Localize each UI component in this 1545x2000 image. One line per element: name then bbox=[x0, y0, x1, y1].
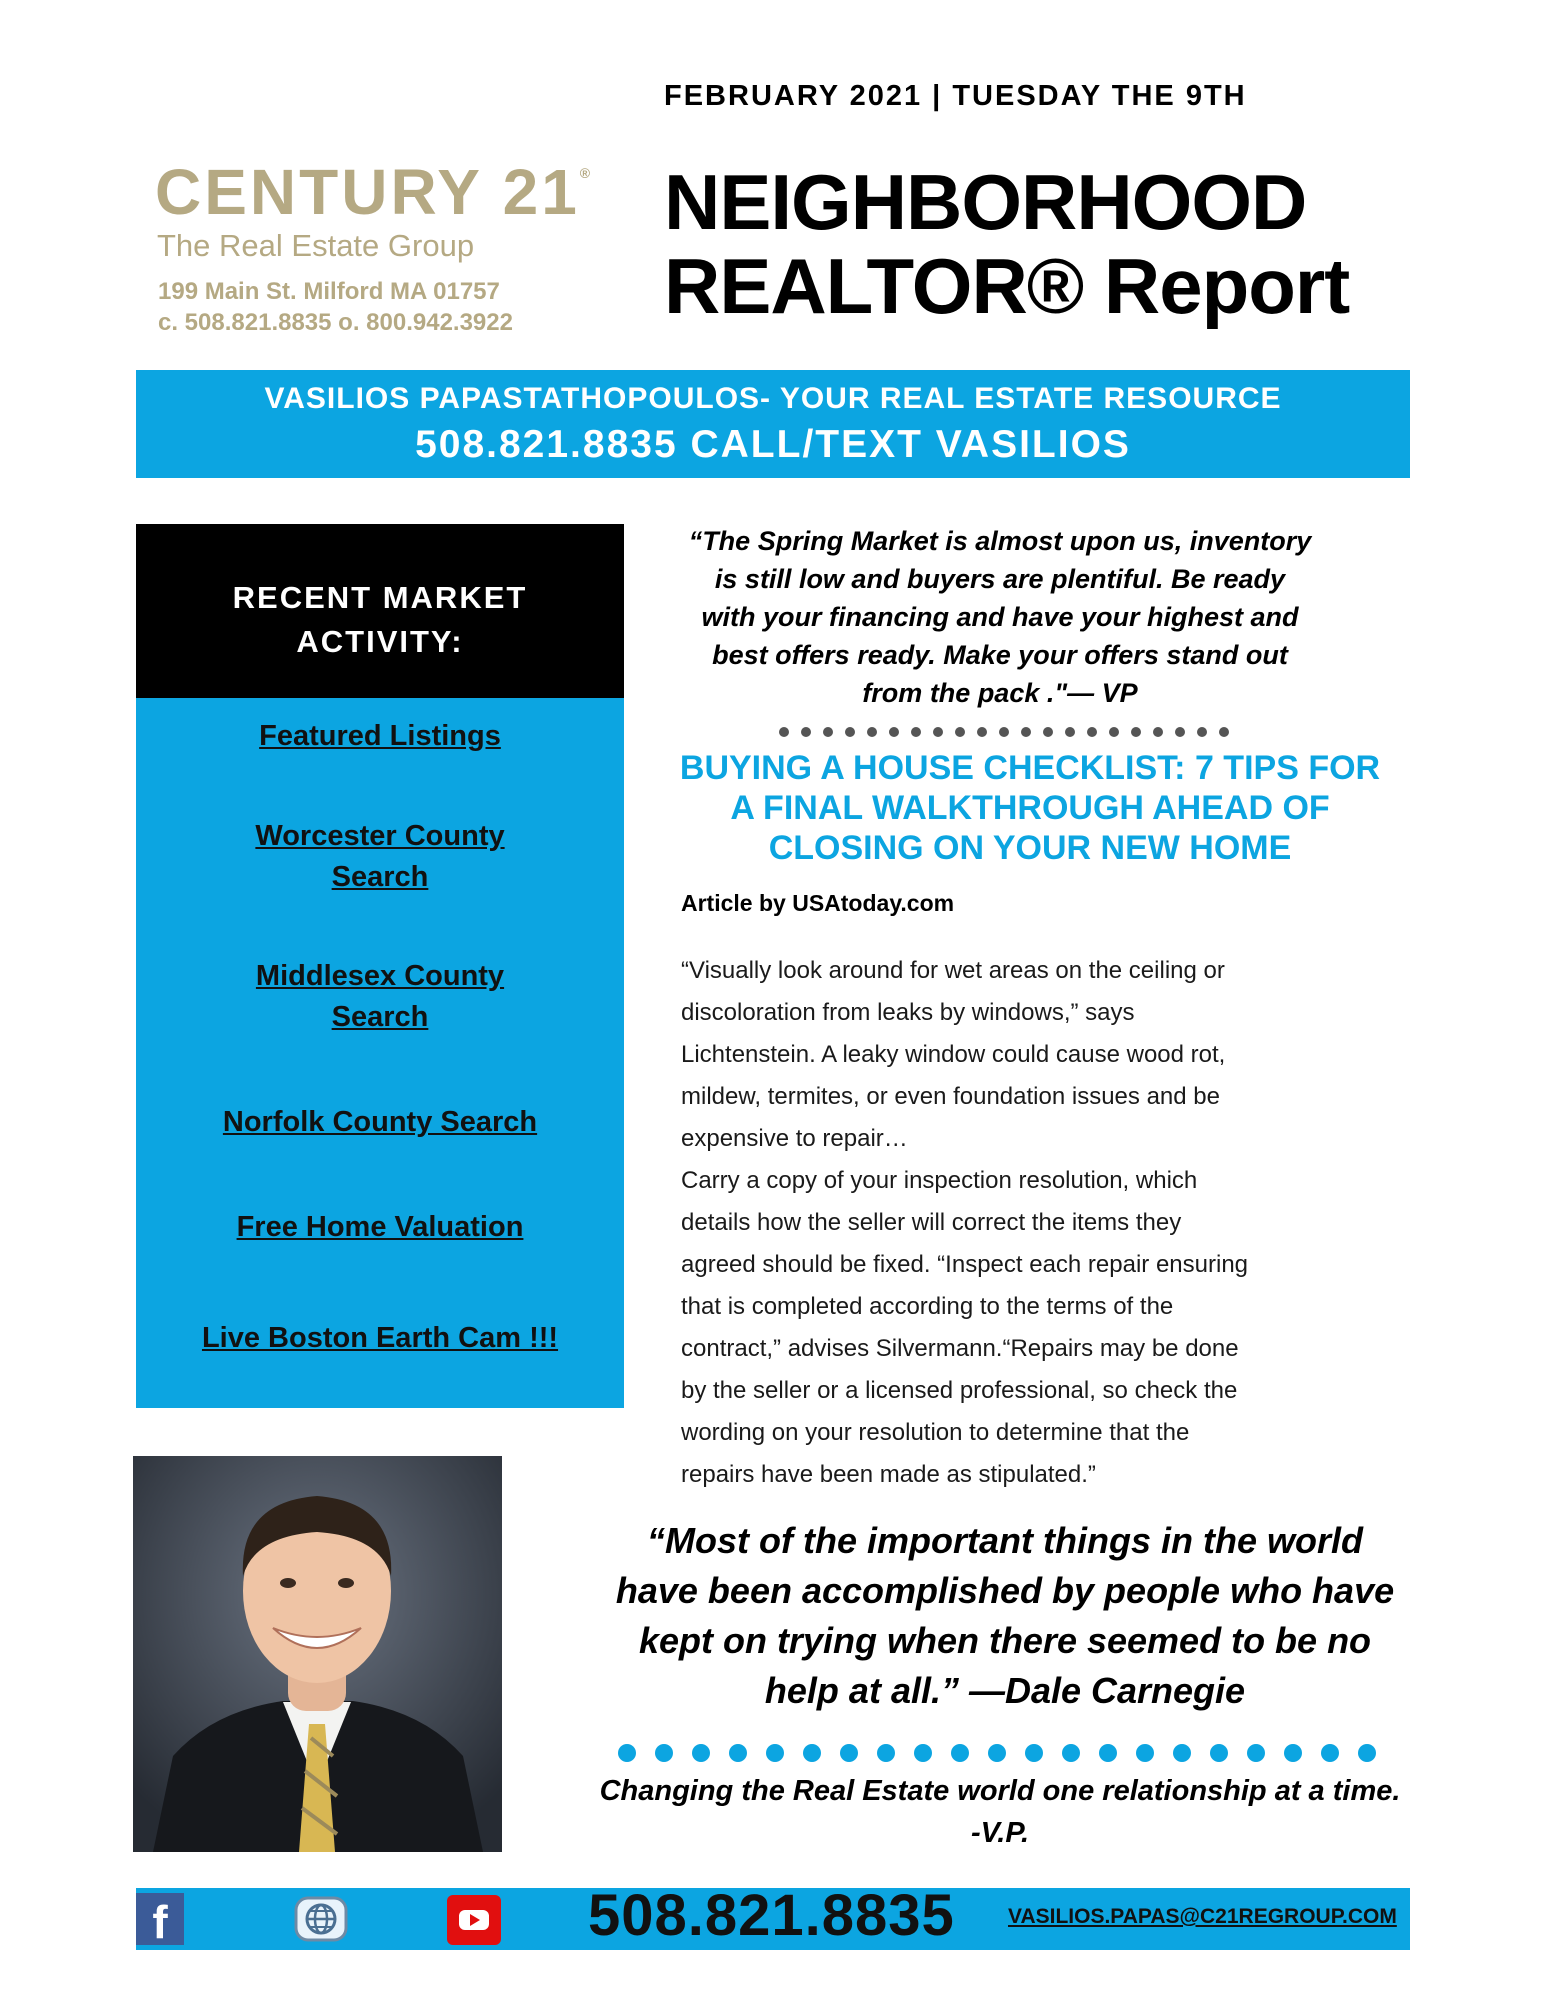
link-text: Worcester County bbox=[255, 820, 505, 852]
quote-line: with your financing and have your highest and bbox=[701, 602, 1299, 632]
title-line: CLOSING ON YOUR NEW HOME bbox=[768, 829, 1292, 867]
newsletter-headline bbox=[664, 160, 1349, 328]
market-activity-links bbox=[136, 698, 624, 1408]
body-line: repairs have been made as stipulated.” bbox=[681, 1461, 1096, 1488]
link-text: Free Home Valuation bbox=[236, 1211, 524, 1243]
heading-line-2: ACTIVITY: bbox=[296, 624, 464, 659]
title-line: BUYING A HOUSE CHECKLIST: 7 TIPS FOR bbox=[679, 749, 1381, 787]
quote-line: “Most of the important things in the world bbox=[647, 1520, 1363, 1561]
logo-brand: CENTURY 21 bbox=[155, 156, 580, 228]
article-body bbox=[681, 950, 1401, 1496]
featured-listings-link[interactable] bbox=[136, 716, 624, 757]
youtube-play-icon bbox=[447, 1895, 501, 1945]
live-boston-earth-cam-link[interactable] bbox=[136, 1318, 624, 1359]
website-icon[interactable] bbox=[294, 1896, 348, 1942]
quote-line: kept on trying when there seemed to be no bbox=[638, 1620, 1372, 1661]
quote-line: best offers ready. Make your offers stand out bbox=[712, 640, 1288, 670]
quote-line: help at all.” —Dale Carnegie bbox=[764, 1670, 1246, 1711]
link-text: Search bbox=[331, 861, 429, 893]
middlesex-county-search-link[interactable] bbox=[136, 956, 624, 1038]
market-activity-heading bbox=[136, 524, 624, 698]
tagline-signature: -V.P. bbox=[970, 1817, 1030, 1849]
office-phones: c. 508.821.8835 o. 800.942.3922 bbox=[158, 309, 513, 336]
quote-line: from the pack ."— VP bbox=[862, 678, 1138, 708]
newsletter-date: FEBRUARY 2021 | TUESDAY THE 9TH bbox=[664, 80, 1247, 112]
dot-divider-large bbox=[617, 1741, 1387, 1765]
link-text: Featured Listings bbox=[259, 720, 501, 752]
title-line: A FINAL WALKTHROUGH AHEAD OF bbox=[730, 789, 1330, 827]
footer-phone: 508.821.8835 bbox=[588, 1883, 955, 1948]
carnegie-quote bbox=[600, 1516, 1410, 1716]
body-line: mildew, termites, or even foundation issues and be bbox=[681, 1083, 1220, 1110]
agent-photo bbox=[133, 1456, 502, 1852]
link-text: Live Boston Earth Cam !!! bbox=[201, 1322, 559, 1354]
office-contact bbox=[158, 276, 513, 338]
banner-agent-name: VASILIOS PAPASTATHOPOULOS- YOUR REAL ESTATE RESOURCE bbox=[264, 382, 1282, 415]
youtube-icon[interactable] bbox=[447, 1895, 501, 1945]
body-line: contract,” advises Silvermann.“Repairs may be done bbox=[681, 1335, 1239, 1362]
market-quote bbox=[660, 522, 1340, 712]
tagline bbox=[560, 1770, 1440, 1854]
agent-banner bbox=[136, 370, 1410, 478]
heading-line-1: RECENT MARKET bbox=[232, 580, 528, 615]
body-line: Lichtenstein. A leaky window could cause wood rot, bbox=[681, 1041, 1226, 1068]
body-line: that is completed according to the terms of the bbox=[681, 1293, 1174, 1320]
worcester-county-search-link[interactable] bbox=[136, 816, 624, 898]
headline-line-2: REALTOR® Report bbox=[664, 242, 1350, 330]
body-line: wording on your resolution to determine that the bbox=[681, 1419, 1190, 1446]
body-line: discoloration from leaks by windows,” says bbox=[681, 999, 1135, 1026]
body-line: agreed should be fixed. “Inspect each repair ensuring bbox=[681, 1251, 1249, 1278]
headline-line-1: NEIGHBORHOOD bbox=[664, 158, 1307, 246]
body-line: expensive to repair… bbox=[681, 1125, 908, 1152]
banner-phone: 508.821.8835 CALL/TEXT VASILIOS bbox=[415, 423, 1131, 466]
free-home-valuation-link[interactable] bbox=[136, 1207, 624, 1248]
article-title bbox=[660, 748, 1400, 868]
quote-line: is still low and buyers are plentiful. Be ready bbox=[714, 564, 1286, 594]
body-line: Carry a copy of your inspection resolution, which bbox=[681, 1167, 1198, 1194]
tagline-text: Changing the Real Estate world one relationship at a time. bbox=[599, 1775, 1401, 1807]
link-text: Middlesex County bbox=[255, 960, 505, 992]
agent-portrait-illustration bbox=[133, 1456, 502, 1852]
link-text: Norfolk County Search bbox=[222, 1106, 538, 1138]
footer-email-link[interactable]: VASILIOS.PAPAS@C21REGROUP.COM bbox=[1008, 1905, 1397, 1928]
quote-line: have been accomplished by people who have bbox=[615, 1570, 1395, 1611]
facebook-icon[interactable]: f bbox=[136, 1893, 184, 1945]
body-line: by the seller or a licensed professional, so check the bbox=[681, 1377, 1238, 1404]
quote-line: “The Spring Market is almost upon us, inventory bbox=[688, 526, 1312, 556]
article-byline: Article by USAtoday.com bbox=[681, 890, 955, 916]
body-line: “Visually look around for wet areas on the ceiling or bbox=[681, 957, 1225, 984]
logo-subtitle: The Real Estate Group bbox=[157, 228, 475, 263]
office-address: 199 Main St. Milford MA 01757 bbox=[158, 278, 500, 305]
dot-divider-small bbox=[778, 722, 1240, 742]
logo-registered-mark: ® bbox=[579, 165, 591, 181]
norfolk-county-search-link[interactable] bbox=[136, 1102, 624, 1143]
body-line: details how the seller will correct the items they bbox=[681, 1209, 1182, 1236]
link-text: Search bbox=[331, 1001, 429, 1033]
century21-logo bbox=[155, 155, 590, 229]
